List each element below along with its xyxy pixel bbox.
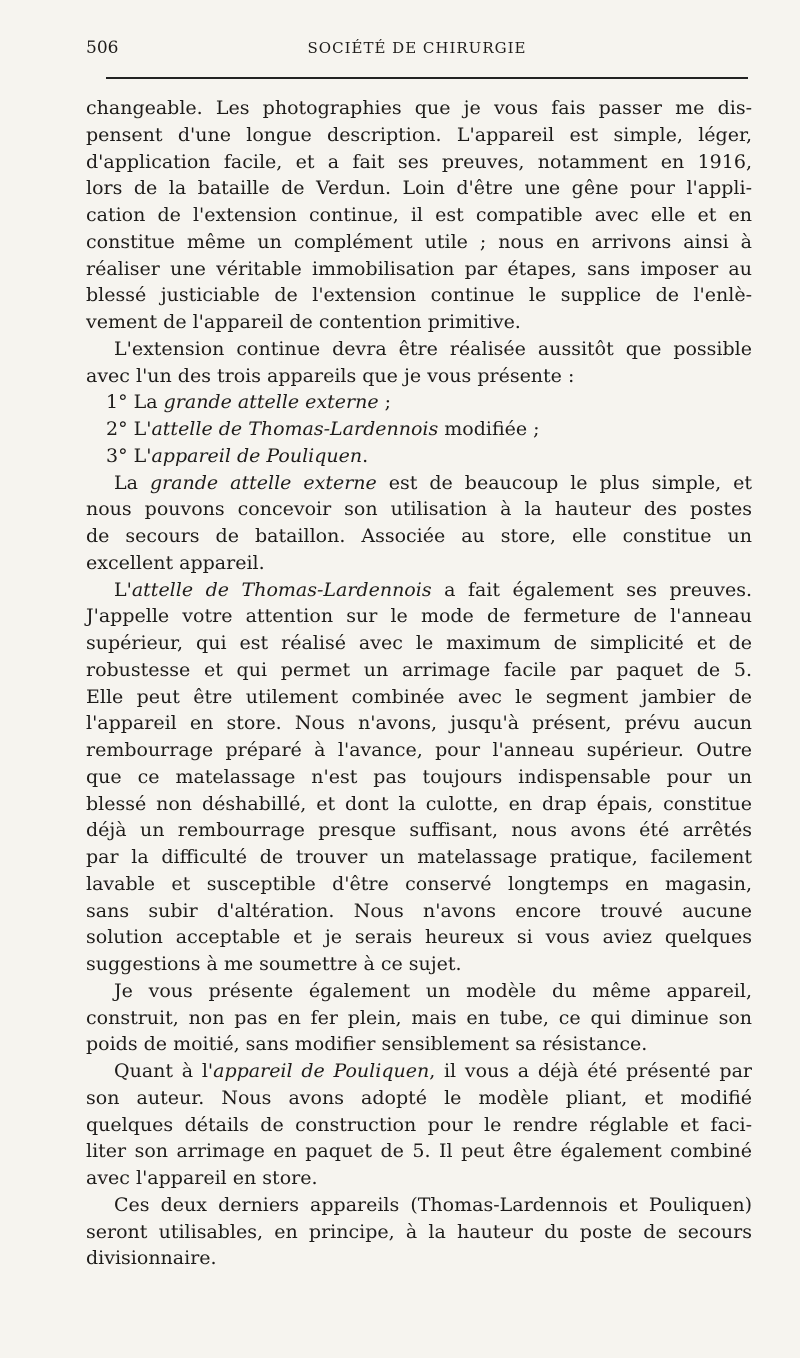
- text-line: poids de moitié, sans modifier sensiblement sa résistance.: [86, 1033, 648, 1056]
- text-line: J'appelle votre attention sur le mode de fermeture de l'anneau: [86, 605, 752, 628]
- text-line: [86, 577, 752, 604]
- text-line: quelques détails de construction pour le rendre réglable et faci-: [86, 1113, 752, 1136]
- text-line: réaliser une véritable immobilisation par étapes, sans imposer au: [86, 257, 752, 280]
- header-rule: [106, 77, 748, 79]
- text-line: seront utilisables, en principe, à la hauteur du poste de secours: [86, 1220, 752, 1243]
- running-head: SOCIÉTÉ DE CHIRURGIE: [307, 39, 527, 57]
- text-line: d'application facile, et a fait ses preuves, notamment en 1916,: [86, 150, 752, 173]
- text-run: ;: [378, 391, 392, 414]
- text-line: suggestions à me soumettre à ce sujet.: [86, 953, 462, 975]
- list-item: [86, 443, 752, 470]
- page-number: 506: [86, 38, 119, 58]
- list-item: [86, 389, 752, 416]
- text-line: solution acceptable et je serais heureux si vous aviez quelques: [86, 926, 752, 949]
- text-line: vement de l'appareil de contention primitive.: [86, 311, 521, 333]
- text-line: blessé justiciable de l'extension continue le supplice de l'enlè-: [86, 284, 752, 307]
- text-line: cation de l'extension continue, il est compatible avec elle et en: [86, 204, 752, 226]
- text-line: [86, 1058, 752, 1085]
- text-run: .: [362, 444, 369, 467]
- text-run: modifiée ;: [438, 418, 540, 440]
- text-line: Elle peut être utilement combinée avec le segment jambier de: [86, 685, 752, 708]
- text-line: blessé non déshabillé, et dont la culotte, en drap épais, constitue: [86, 792, 752, 815]
- text-line: rembourrage préparé à l'avance, pour l'anneau supérieur. Outre: [86, 739, 752, 761]
- text-run: 3° L': [106, 444, 152, 467]
- text-run: L': [114, 578, 132, 601]
- text-line: divisionnaire.: [86, 1247, 217, 1270]
- text-line: l'appareil en store. Nous n'avons, jusqu'à présent, prévu aucun: [86, 712, 752, 735]
- italic-text-run: attelle de Thomas-Lardennois: [131, 578, 432, 601]
- text-line: son auteur. Nous avons adopté le modèle pliant, et modifié: [86, 1086, 752, 1109]
- text-line: pensent d'une longue description. L'appareil est simple, léger,: [86, 123, 752, 146]
- italic-text-run: appareil de Pouliquen: [151, 444, 363, 467]
- text-run: 2° L': [106, 418, 152, 440]
- italic-text-run: attelle de Thomas-Lardennois: [151, 418, 439, 440]
- text-run: a fait également ses preuves.: [431, 578, 753, 601]
- italic-text-run: grande attelle externe: [163, 391, 379, 414]
- text-run: La: [114, 471, 150, 494]
- text-line: Ces deux derniers appareils (Thomas-Lardennois et Pouliquen): [114, 1193, 752, 1216]
- text-line: liter son arrimage en paquet de 5. Il peut être également combiné: [86, 1140, 752, 1163]
- text-line: excellent appareil.: [86, 551, 265, 574]
- text-line: avec l'appareil en store.: [86, 1167, 318, 1189]
- italic-text-run: grande attelle externe: [149, 471, 377, 494]
- text-line: que ce matelassage n'est pas toujours indispensable pour un: [86, 765, 752, 788]
- text-line: de secours de bataillon. Associée au store, elle constitue un: [86, 525, 752, 547]
- text-line: lors de la bataille de Verdun. Loin d'être une gêne pour l'appli-: [86, 177, 752, 200]
- text-line: sans subir d'altération. Nous n'avons encore trouvé aucune: [86, 899, 752, 922]
- text-line: constitue même un complément utile ; nous en arrivons ainsi à: [86, 230, 752, 253]
- text-line: lavable et susceptible d'être conservé longtemps en magasin,: [86, 872, 752, 895]
- text-line: robustesse et qui permet un arrimage facile par paquet de 5.: [86, 658, 752, 681]
- body-text: [86, 95, 752, 1272]
- text-line: Je vous présente également un modèle du même appareil,: [114, 979, 752, 1002]
- text-run: est de beaucoup le plus simple, et: [376, 471, 752, 494]
- italic-text-run: appareil de Pouliquen: [213, 1060, 430, 1082]
- text-run: Quant à l': [114, 1060, 214, 1082]
- text-run: , il vous a déjà été présenté par: [429, 1060, 752, 1082]
- text-line: avec l'un des trois appareils que je vous présente :: [86, 364, 575, 387]
- text-line: L'extension continue devra être réalisée aussitôt que possible: [114, 337, 752, 360]
- text-line: déjà un rembourrage presque suffisant, nous avons été arrêtés: [86, 819, 752, 842]
- page-header: [86, 36, 748, 60]
- text-line: [86, 470, 752, 497]
- text-line: nous pouvons concevoir son utilisation à la hauteur des postes: [86, 498, 752, 521]
- text-line: par la difficulté de trouver un matelassage pratique, facilement: [86, 846, 752, 868]
- text-run: 1° La: [106, 391, 164, 414]
- text-line: changeable. Les photographies que je vous fais passer me dis-: [86, 97, 752, 119]
- list-item: [86, 416, 752, 443]
- text-line: supérieur, qui est réalisé avec le maximum de simplicité et de: [86, 632, 752, 654]
- text-line: construit, non pas en fer plein, mais en tube, ce qui diminue son: [86, 1006, 752, 1029]
